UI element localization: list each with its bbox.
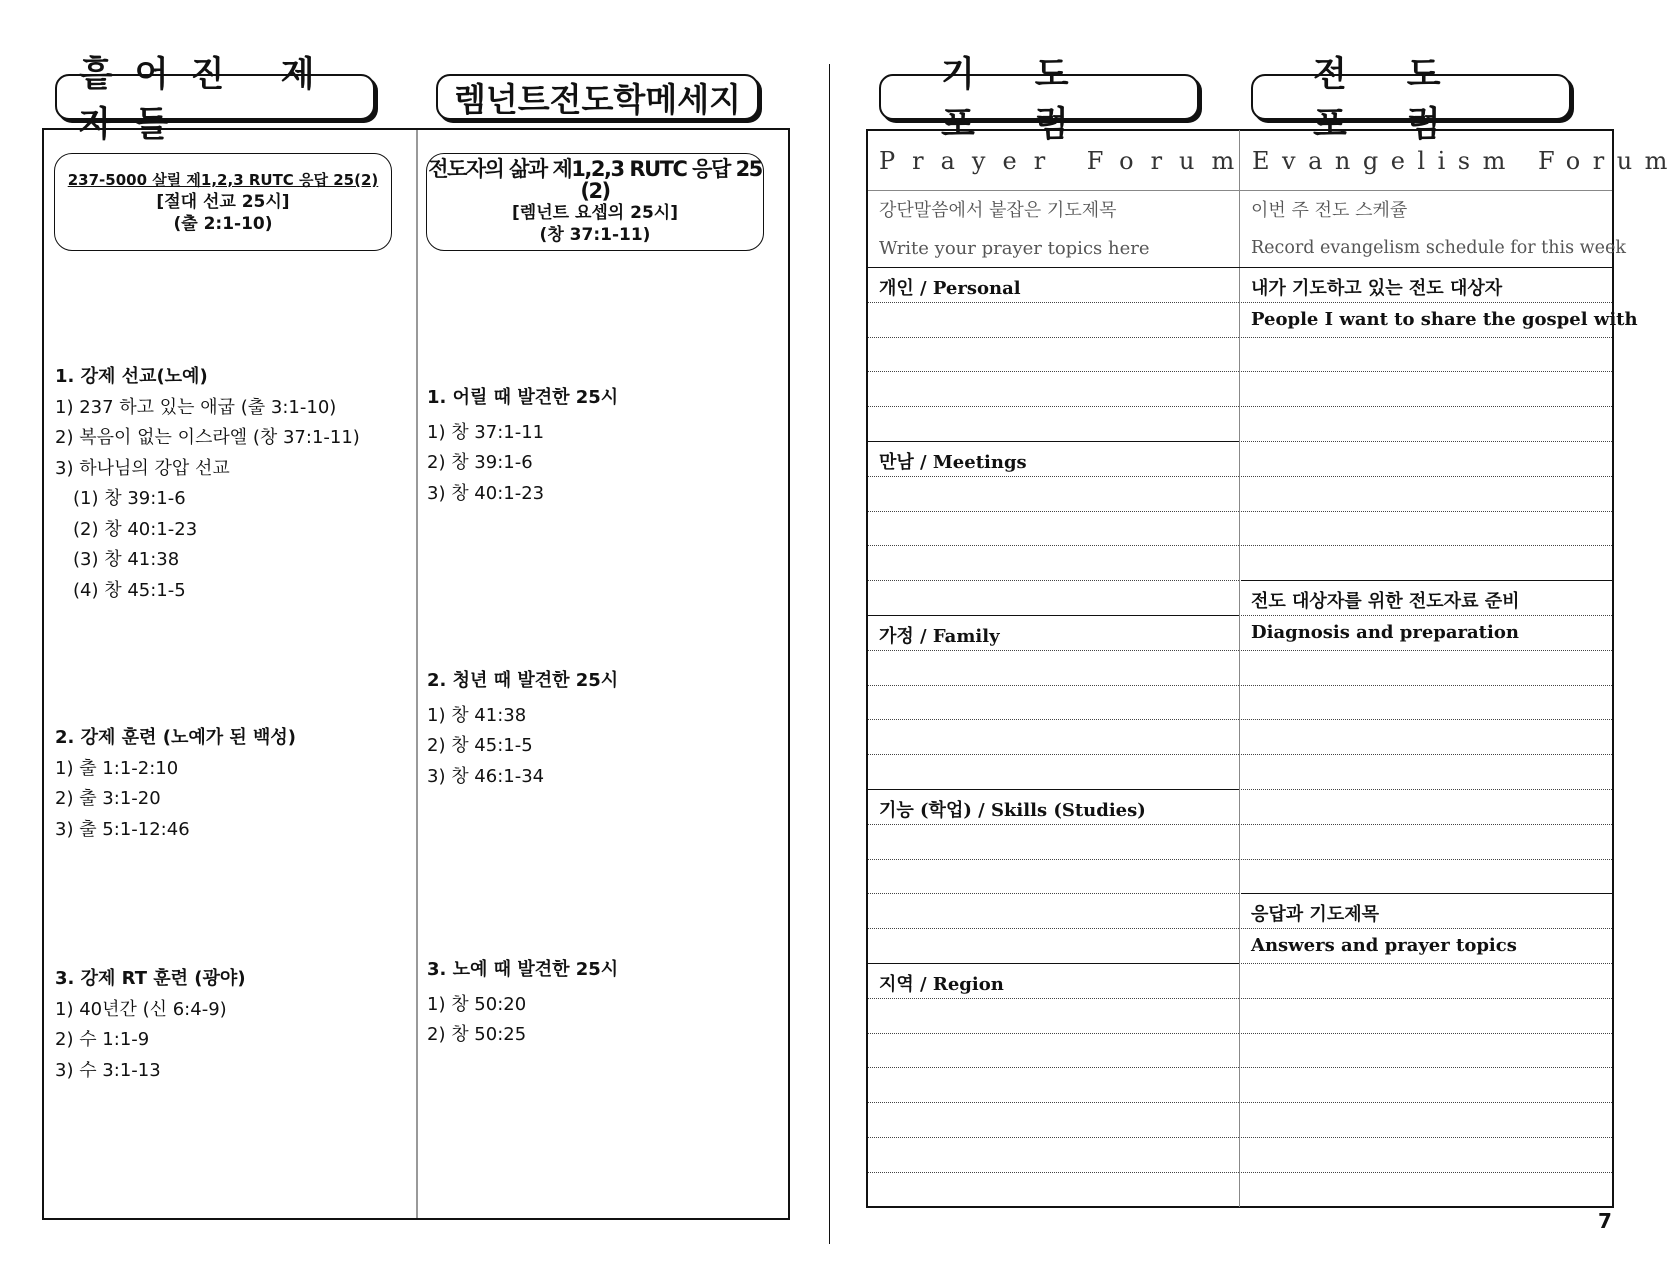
list-item: 2) 창 39:1-6	[427, 452, 533, 473]
writing-line	[1241, 476, 1612, 477]
writing-line	[1241, 754, 1612, 755]
list-item: 3) 하나님의 강압 선교	[55, 457, 230, 479]
prayer-section-personal: 개인 / Personal	[879, 278, 1021, 299]
title-prayer-forum: 기도포럼	[879, 74, 1199, 120]
writing-line	[868, 1102, 1239, 1103]
section-heading: 3. 노예 때 발견한 25시	[427, 959, 619, 980]
sermon-reference: (출 2:1-10)	[173, 214, 273, 234]
title-evangelism-forum: 전도포럼	[1251, 74, 1571, 120]
writing-line	[868, 511, 1239, 512]
list-item: 2) 창 50:25	[427, 1024, 527, 1045]
forum-column-divider	[1239, 130, 1240, 1207]
list-item: 1) 창 37:1-11	[427, 421, 545, 443]
list-item: 3) 출 5:1-12:46	[55, 818, 190, 840]
writing-line	[1241, 1102, 1612, 1103]
writing-line	[1241, 998, 1612, 999]
writing-line	[868, 1067, 1239, 1068]
writing-line	[1241, 685, 1612, 686]
page-number: 7	[1598, 1209, 1612, 1233]
writing-line	[868, 928, 1239, 929]
writing-line	[1241, 1137, 1612, 1138]
writing-line	[868, 1137, 1239, 1138]
writing-line	[1241, 406, 1612, 407]
section-heading: 3. 강제 RT 훈련 (광야)	[55, 968, 246, 989]
list-item: 3) 창 40:1-23	[427, 482, 545, 504]
sermon-heading: 전도자의 삶과 제1,2,3 RUTC 응답 25 (2)	[428, 157, 762, 203]
evangelism-section-targets-ko: 내가 기도하고 있는 전도 대상자	[1251, 278, 1503, 299]
page-divider	[829, 64, 830, 1244]
evangelism-section-targets-en: People I want to share the gospel with	[1251, 309, 1638, 330]
sermon-heading: 237-5000 살릴 제1,2,3 RUTC 응답 25(2)	[67, 171, 379, 189]
section-divider	[868, 441, 1239, 442]
writing-line	[868, 337, 1239, 338]
prayer-intro-ko: 강단말씀에서 붙잡은 기도제목	[879, 200, 1117, 221]
evangelism-intro-ko: 이번 주 전도 스케쥴	[1251, 200, 1408, 221]
writing-line	[868, 719, 1239, 720]
section-heading: 2. 청년 때 발견한 25시	[427, 670, 619, 691]
list-item: 3) 수 3:1-13	[55, 1059, 161, 1081]
writing-line	[1241, 511, 1612, 512]
sermon-subtitle: [절대 선교 25시]	[156, 192, 290, 212]
writing-line	[1241, 859, 1612, 860]
section-divider	[1241, 580, 1612, 581]
evangelism-section-preparation-ko: 전도 대상자를 위한 전도자료 준비	[1251, 591, 1520, 612]
column-divider	[416, 130, 418, 1218]
evangelism-section-answers-en: Answers and prayer topics	[1251, 935, 1517, 956]
sermon-subtitle: [렘넌트 요셉의 25시]	[512, 203, 678, 223]
writing-line	[868, 580, 1239, 581]
writing-line	[868, 371, 1239, 372]
section-heading: 2. 강제 훈련 (노예가 된 백성)	[55, 727, 297, 748]
list-item: 2) 복음이 없는 이스라엘 (창 37:1-11)	[55, 427, 360, 448]
writing-line	[1241, 1067, 1612, 1068]
writing-line	[868, 824, 1239, 825]
list-subitem: (2) 창 40:1-23	[73, 518, 198, 540]
prayer-section-family: 가정 / Family	[879, 626, 1000, 647]
outline-section	[55, 964, 246, 1086]
writing-line	[1241, 928, 1612, 929]
evangelism-section-preparation-en: Diagnosis and preparation	[1251, 622, 1519, 643]
section-divider	[868, 789, 1239, 790]
writing-line	[868, 1172, 1239, 1173]
writing-line	[868, 545, 1239, 546]
writing-line	[1241, 302, 1612, 303]
writing-line	[868, 1033, 1239, 1034]
prayer-forum-header: Prayer Forum	[879, 147, 1252, 175]
list-item: 1) 창 41:38	[427, 704, 527, 726]
prayer-section-skills: 기능 (학업) / Skills (Studies)	[879, 800, 1146, 821]
sermon-box-2	[426, 153, 764, 251]
title-scattered-disciples: 흩어진 제자들	[55, 74, 375, 120]
writing-line	[1241, 650, 1612, 651]
list-item: 2) 창 45:1-5	[427, 735, 533, 756]
writing-line	[868, 302, 1239, 303]
section-divider	[868, 615, 1239, 616]
list-subitem: (1) 창 39:1-6	[73, 488, 186, 509]
writing-line	[1241, 719, 1612, 720]
list-item: 2) 수 1:1-9	[55, 1029, 150, 1050]
outline-section	[55, 362, 360, 606]
list-item: 1) 40년간 (신 6:4-9)	[55, 998, 227, 1020]
outline-section	[55, 723, 296, 845]
list-item: 3) 창 46:1-34	[427, 765, 545, 787]
list-item: 2) 출 3:1-20	[55, 788, 161, 809]
writing-line	[868, 754, 1239, 755]
writing-line	[868, 859, 1239, 860]
writing-line	[868, 685, 1239, 686]
prayer-section-meetings: 만남 / Meetings	[879, 452, 1027, 473]
evangelism-section-answers-ko: 응답과 기도제목	[1251, 904, 1379, 925]
divider	[868, 267, 1612, 268]
writing-line	[868, 650, 1239, 651]
divider	[868, 190, 1612, 191]
writing-line	[1241, 1172, 1612, 1173]
writing-line	[1241, 789, 1612, 790]
prayer-intro-en: Write your prayer topics here	[879, 238, 1150, 259]
outline-section	[427, 955, 618, 1051]
writing-line	[1241, 441, 1612, 442]
evangelism-intro-en: Record evangelism schedule for this week	[1251, 238, 1626, 258]
writing-line	[1241, 545, 1612, 546]
outline-section	[427, 666, 618, 792]
section-divider	[1241, 893, 1612, 894]
writing-line	[868, 476, 1239, 477]
writing-line	[1241, 337, 1612, 338]
writing-line	[868, 998, 1239, 999]
writing-line	[1241, 1033, 1612, 1034]
writing-line	[868, 406, 1239, 407]
list-subitem: (4) 창 45:1-5	[73, 579, 186, 601]
list-item: 1) 출 1:1-2:10	[55, 757, 179, 779]
evangelism-forum-header: Evangelism Forum	[1252, 147, 1680, 175]
writing-line	[1241, 824, 1612, 825]
writing-line	[1241, 963, 1612, 964]
writing-line	[1241, 371, 1612, 372]
list-item: 1) 237 하고 있는 애굽 (출 3:1-10)	[55, 396, 337, 418]
section-heading: 1. 강제 선교(노예)	[55, 366, 208, 387]
prayer-section-region: 지역 / Region	[879, 974, 1004, 995]
title-remnant-message: 렘넌트전도학메세지	[436, 74, 759, 120]
section-divider	[868, 963, 1239, 964]
sermon-reference: (창 37:1-11)	[539, 225, 651, 245]
section-heading: 1. 어릴 때 발견한 25시	[427, 387, 619, 408]
sermon-box-1	[54, 153, 392, 251]
writing-line	[868, 893, 1239, 894]
writing-line	[1241, 615, 1612, 616]
outline-section	[427, 383, 618, 509]
list-item: 1) 창 50:20	[427, 993, 527, 1015]
list-subitem: (3) 창 41:38	[73, 549, 180, 570]
